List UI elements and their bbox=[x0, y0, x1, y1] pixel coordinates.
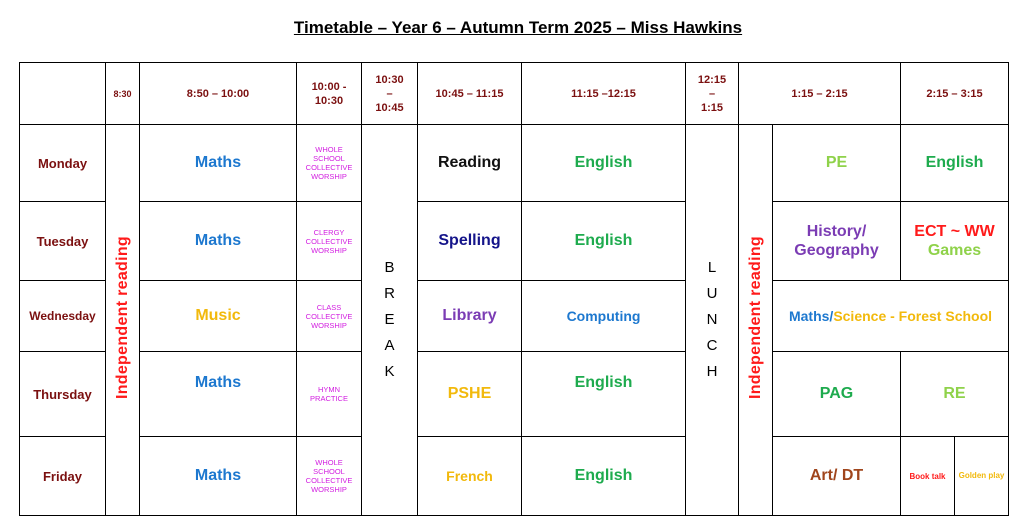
tuesday-worship-line2: COLLECTIVE bbox=[305, 236, 353, 246]
time-header-1045: 10:45 – 11:15 bbox=[418, 63, 522, 125]
friday-worship-line1: WHOLE bbox=[315, 458, 343, 467]
time-header-1215-dash: – bbox=[708, 87, 716, 100]
time-header-1215-end: 1:15 bbox=[700, 101, 724, 114]
tuesday-history: History/ bbox=[806, 223, 867, 240]
thursday-pag: PAG bbox=[773, 352, 901, 437]
monday-english: English bbox=[522, 125, 686, 202]
friday-english: English bbox=[522, 437, 686, 516]
friday-maths: Maths bbox=[140, 437, 297, 516]
row-thursday bbox=[20, 352, 1009, 437]
wednesday-science-forest-school: Science - Forest School bbox=[833, 308, 993, 324]
friday-worship-line2: SCHOOL bbox=[313, 467, 345, 476]
monday-worship-line4: WORSHIP bbox=[311, 172, 347, 181]
monday-maths: Maths bbox=[140, 125, 297, 202]
time-header-1115: 11:15 –12:15 bbox=[522, 63, 686, 125]
monday-reading: Reading bbox=[418, 125, 522, 202]
friday-worship-line4: WORSHIP bbox=[311, 485, 347, 494]
row-monday bbox=[20, 125, 1009, 202]
corner-cell bbox=[20, 63, 106, 125]
tuesday-ect-games bbox=[901, 202, 1009, 281]
page-title: Timetable – Year 6 – Autumn Term 2025 – Miss Hawkins bbox=[293, 18, 743, 37]
friday-worship-line3: COLLECTIVE bbox=[305, 476, 353, 485]
tuesday-ect: ECT ~ WW bbox=[914, 223, 995, 240]
thursday-hymn-line1: HYMN bbox=[317, 385, 341, 394]
lunch-letter: U bbox=[706, 285, 718, 302]
break-column bbox=[362, 125, 418, 516]
day-thursday: Thursday bbox=[20, 352, 106, 437]
tuesday-geography: Geography bbox=[794, 242, 879, 259]
wednesday-worship bbox=[297, 281, 362, 352]
tuesday-spelling: Spelling bbox=[418, 202, 522, 281]
day-wednesday: Wednesday bbox=[20, 281, 106, 352]
independent-reading-morning bbox=[106, 125, 140, 516]
time-header-1215-start: 12:15 bbox=[697, 73, 727, 86]
monday-worship-line1: WHOLE bbox=[315, 145, 343, 154]
timetable bbox=[19, 62, 1009, 516]
break-letter: B bbox=[384, 259, 395, 276]
independent-reading-afternoon-label: Independent reading bbox=[746, 235, 764, 400]
time-header-215: 2:15 – 3:15 bbox=[901, 63, 1009, 125]
day-tuesday: Tuesday bbox=[20, 202, 106, 281]
time-header-115: 1:15 – 2:15 bbox=[739, 63, 901, 125]
time-header-1030-dash: – bbox=[386, 87, 393, 100]
tuesday-worship-line1: CLERGY bbox=[313, 227, 345, 237]
time-header-1215 bbox=[686, 63, 739, 125]
tuesday-worship bbox=[297, 202, 362, 281]
time-header-1030-end: 10:45 bbox=[375, 101, 404, 114]
monday-worship-line2: SCHOOL bbox=[313, 154, 345, 163]
wednesday-library: Library bbox=[418, 281, 522, 352]
independent-reading-morning-label: Independent reading bbox=[113, 235, 131, 400]
wednesday-worship-line2: COLLECTIVE bbox=[305, 311, 353, 321]
lunch-column bbox=[686, 125, 739, 516]
break-letter: A bbox=[384, 337, 395, 354]
friday-golden-play: Golden play bbox=[955, 437, 1009, 516]
wednesday-maths-pm: Maths/ bbox=[788, 308, 834, 324]
row-friday bbox=[20, 437, 1009, 516]
lunch-letter: L bbox=[707, 259, 717, 276]
thursday-maths: Maths bbox=[140, 352, 297, 437]
row-tuesday bbox=[20, 202, 1009, 281]
day-friday: Friday bbox=[20, 437, 106, 516]
friday-art-dt: Art/ DT bbox=[773, 437, 901, 516]
monday-english-pm: English bbox=[901, 125, 1009, 202]
break-letter: R bbox=[384, 285, 395, 302]
wednesday-computing: Computing bbox=[522, 281, 686, 352]
friday-french: French bbox=[418, 437, 522, 516]
lunch-letter: N bbox=[706, 311, 718, 328]
lunch-letter: H bbox=[706, 363, 718, 380]
friday-worship bbox=[297, 437, 362, 516]
tuesday-games: Games bbox=[927, 242, 982, 259]
thursday-re: RE bbox=[901, 352, 1009, 437]
day-monday: Monday bbox=[20, 125, 106, 202]
independent-reading-afternoon bbox=[739, 125, 773, 516]
time-header-1000: 10:00 - 10:30 bbox=[297, 63, 362, 125]
time-header-850: 8:50 – 10:00 bbox=[140, 63, 297, 125]
thursday-hymn-practice bbox=[297, 352, 362, 437]
lunch-letter: C bbox=[706, 337, 718, 354]
break-letter: E bbox=[384, 311, 395, 328]
friday-book-talk: Book talk bbox=[901, 437, 955, 516]
wednesday-worship-line3: WORSHIP bbox=[311, 320, 347, 330]
thursday-hymn-line2: PRACTICE bbox=[310, 394, 348, 403]
wednesday-worship-line1: CLASS bbox=[316, 302, 342, 312]
monday-worship bbox=[297, 125, 362, 202]
wednesday-maths-science bbox=[773, 281, 1009, 352]
wednesday-music: Music bbox=[140, 281, 297, 352]
row-wednesday bbox=[20, 281, 1009, 352]
tuesday-english: English bbox=[522, 202, 686, 281]
time-header-1030-start: 10:30 bbox=[375, 73, 404, 86]
tuesday-maths: Maths bbox=[140, 202, 297, 281]
monday-pe: PE bbox=[773, 125, 901, 202]
thursday-pshe: PSHE bbox=[418, 352, 522, 437]
break-letter: K bbox=[384, 363, 395, 380]
time-header-1030 bbox=[362, 63, 418, 125]
time-header-830: 8:30 bbox=[106, 63, 140, 125]
thursday-english: English bbox=[522, 352, 686, 437]
header-row bbox=[20, 63, 1009, 125]
tuesday-worship-line3: WORSHIP bbox=[311, 245, 347, 255]
monday-worship-line3: COLLECTIVE bbox=[305, 163, 353, 172]
tuesday-history-geography bbox=[773, 202, 901, 281]
